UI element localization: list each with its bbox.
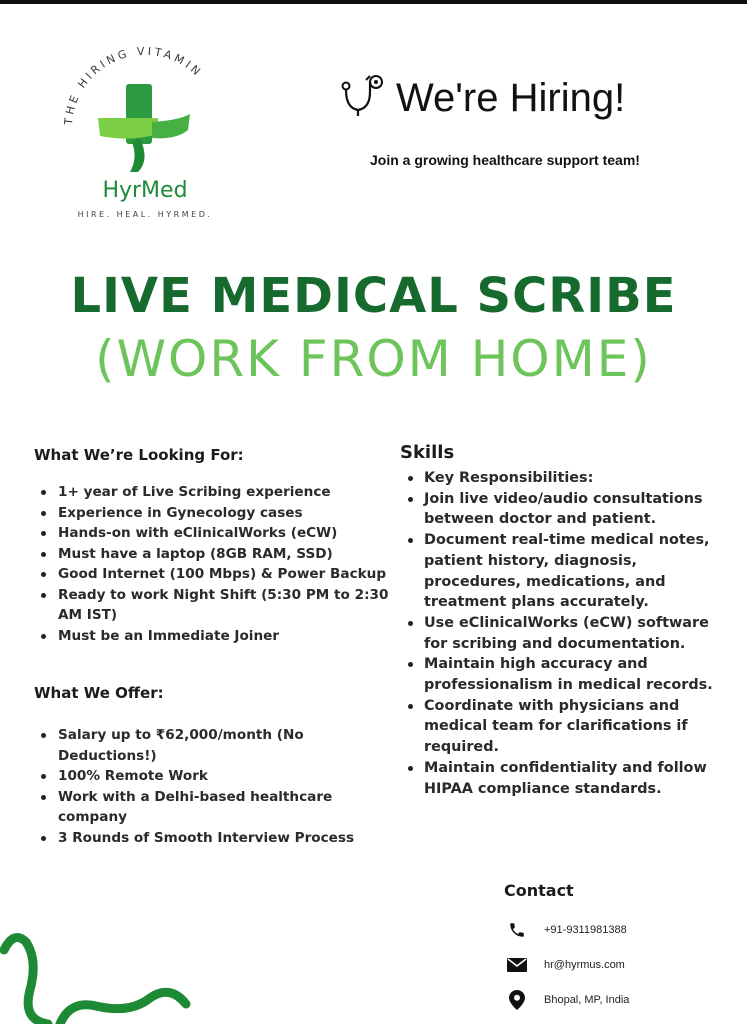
plus-left-leaf-icon <box>98 118 158 139</box>
logo-tagline: HIRE. HEAL. HYRMED. <box>77 210 213 219</box>
contact-location-row <box>506 990 629 1010</box>
list-item: Document real-time medical notes, patient history, diagnosis, procedures, medications, and treatment plans accurately. <box>400 530 735 613</box>
list-item: Hands-on with eClinicalWorks (eCW) <box>34 523 389 544</box>
list-item: Must have a laptop (8GB RAM, SSD) <box>34 544 389 565</box>
list-item: 3 Rounds of Smooth Interview Process <box>34 828 389 849</box>
stethoscope-icon <box>338 72 386 124</box>
list-item: Salary up to ₹62,000/month (No Deductions!) <box>34 725 389 766</box>
looking-for-list <box>34 482 389 646</box>
list-item: Must be an Immediate Joiner <box>34 626 389 647</box>
hyrmed-logo <box>40 30 250 230</box>
list-item: Work with a Delhi-based healthcare company <box>34 787 389 828</box>
offer-list <box>34 725 389 848</box>
skills-list <box>400 468 735 799</box>
list-item: Maintain high accuracy and professionalism in medical records. <box>400 654 735 695</box>
contact-phone[interactable]: +91-9311981388 <box>544 924 627 936</box>
contact-phone-row <box>506 920 627 940</box>
list-item: Experience in Gynecology cases <box>34 503 389 524</box>
phone-icon <box>506 920 528 940</box>
list-item: Join live video/audio consultations between doctor and patient. <box>400 489 735 530</box>
job-title: LIVE MEDICAL SCRIBE <box>70 268 677 324</box>
skills-heading: Skills <box>400 442 455 463</box>
location-pin-icon <box>506 990 528 1010</box>
hiring-subtitle: Join a growing healthcare support team! <box>370 152 640 168</box>
decorative-swirl <box>0 920 200 1024</box>
list-item: 1+ year of Live Scribing experience <box>34 482 389 503</box>
looking-for-heading: What We’re Looking For: <box>34 446 244 464</box>
list-item: Ready to work Night Shift (5:30 PM to 2:30 AM IST) <box>34 585 389 626</box>
list-item: Maintain confidentiality and follow HIPAA compliance standards. <box>400 758 735 799</box>
left-column <box>34 446 389 848</box>
job-subtitle: (WORK FROM HOME) <box>95 330 652 388</box>
logo-arc-text: THE HIRING VITAMIN <box>61 44 206 126</box>
list-item: Coordinate with physicians and medical team for clarifications if required. <box>400 696 735 758</box>
top-border <box>0 0 747 4</box>
list-item: Key Responsibilities: <box>400 468 735 489</box>
list-item: Use eClinicalWorks (eCW) software for scribing and documentation. <box>400 613 735 654</box>
contact-location: Bhopal, MP, India <box>544 994 630 1006</box>
hiring-header <box>338 72 625 124</box>
contact-email-row <box>506 955 625 975</box>
hiring-title: We're Hiring! <box>396 75 626 120</box>
list-item: Good Internet (100 Mbps) & Power Backup <box>34 564 389 585</box>
contact-email[interactable]: hr@hyrmus.com <box>544 959 625 971</box>
logo-name: HyrMed <box>102 178 188 203</box>
list-item: 100% Remote Work <box>34 766 389 787</box>
offer-heading: What We Offer: <box>34 684 164 702</box>
mail-icon <box>506 955 528 975</box>
plus-right-leaf-icon <box>152 114 190 138</box>
contact-heading: Contact <box>504 881 574 900</box>
right-column <box>400 442 735 799</box>
